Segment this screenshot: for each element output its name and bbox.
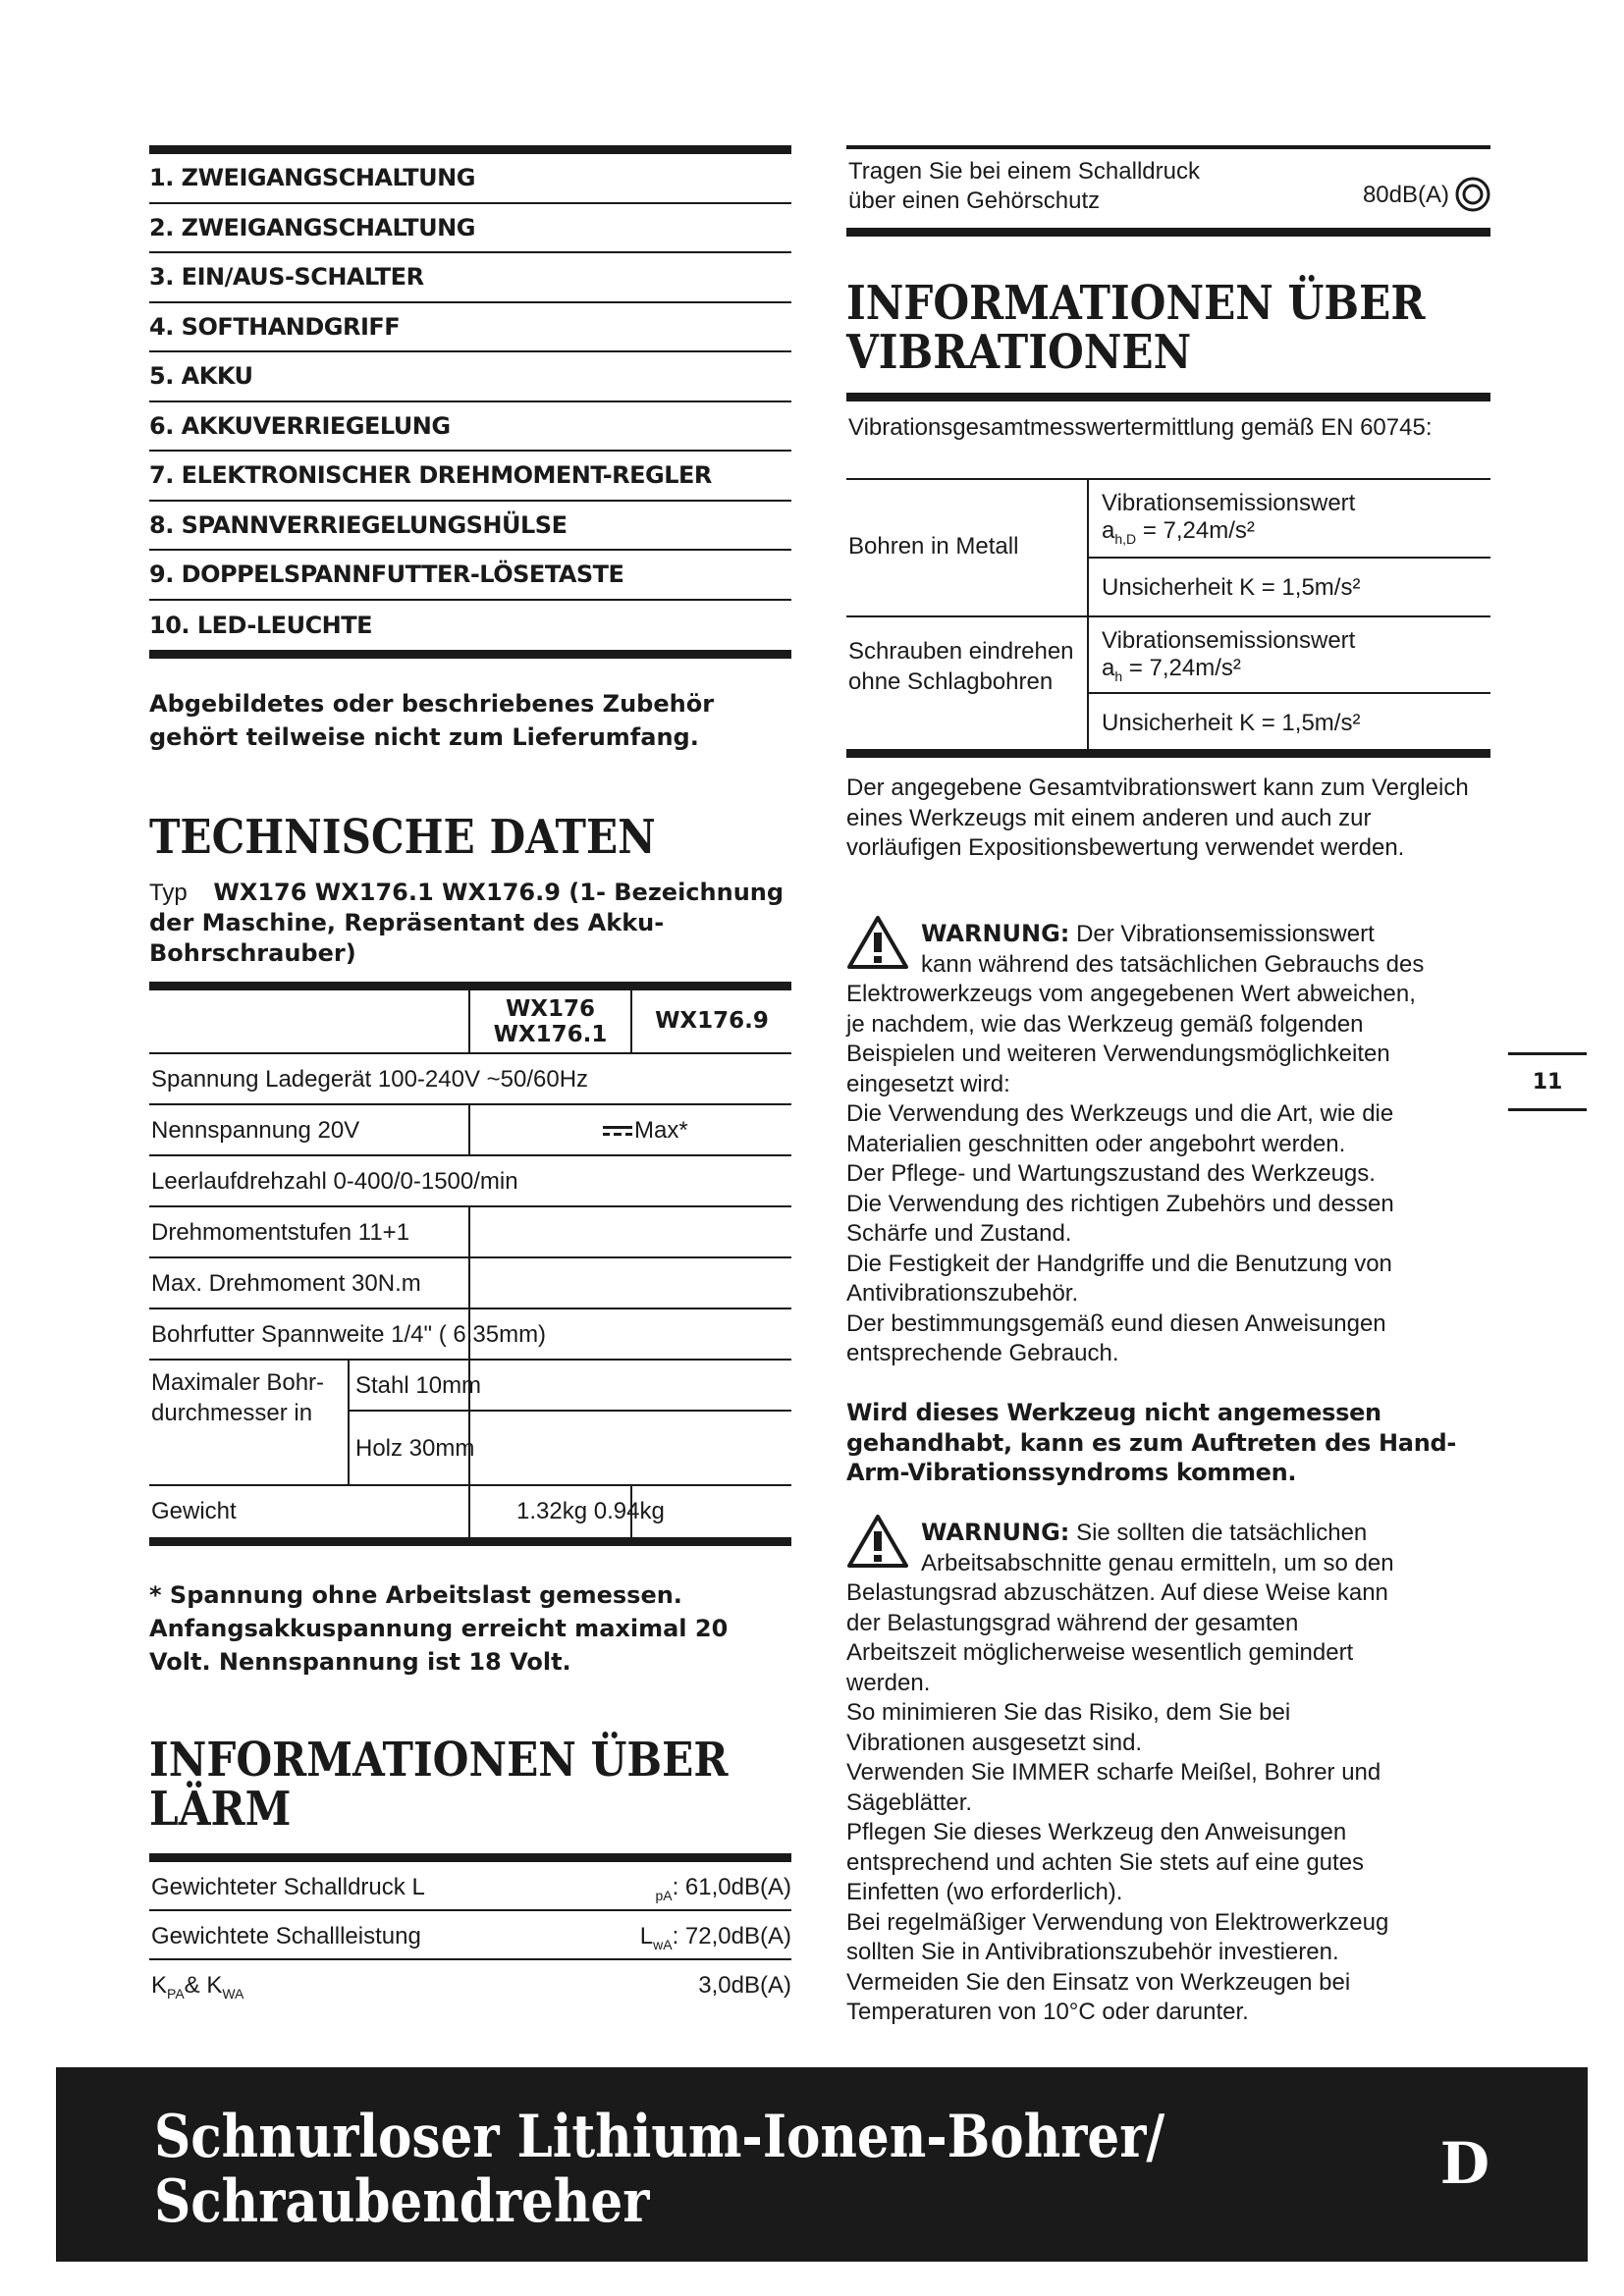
warning-2-line: Belastungsrad abzuschätzen. Auf diese Weise kann [846, 1579, 1388, 1606]
model-col-2: WX176.9 [655, 1008, 769, 1034]
part-item: 9. DOPPELSPANNFUTTER-LÖSETASTE [149, 551, 791, 601]
wood-spec: Holz 30mm [355, 1435, 475, 1462]
screw-sub: h [1114, 667, 1123, 684]
warning-2-line: Pflegen Sie dieses Werkzeug den Anweisungen [846, 1819, 1347, 1845]
type-prefix: Typ [149, 880, 188, 906]
sound-power-value [640, 1923, 791, 1952]
warning-1-line: eingesetzt wird: [846, 1070, 1010, 1097]
warning-2-line: Sägeblätter. [846, 1789, 973, 1816]
part-item: 6. AKKUVERRIEGELUNG [149, 402, 791, 453]
tech-header-row [149, 990, 791, 1054]
part-item: 5. AKKU [149, 352, 791, 402]
torque-steps-spec: Drehmomentstufen 11+1 [151, 1219, 410, 1246]
noise-heading-line1: INFORMATIONEN ÜBER [149, 1733, 729, 1788]
ear-protection-icon [1455, 177, 1490, 220]
noise-heading-line2: LÄRM [149, 1782, 292, 1837]
screw-uncertainty: Unsicherheit K = 1,5m/s² [1102, 710, 1361, 736]
warning-2-line: Bei regelmäßiger Verwendung von Elektrowerkzeug [846, 1908, 1389, 1936]
chuck-spec: Bohrfutter Spannweite 1/4" ( 6.35mm) [151, 1321, 547, 1348]
warning-2-line: Vermeiden Sie den Einsatz von Werkzeugen bei [846, 1968, 1351, 1996]
noise-heading [149, 1733, 729, 1837]
warning-2-line: Temperaturen von 10°C oder darunter. [846, 1999, 1249, 2025]
part-item: 7. ELEKTRONISCHER DREHMOMENT-REGLER [149, 452, 791, 502]
part-item: 3. EIN/AUS-SCHALTER [149, 253, 791, 303]
ear-protection-text [848, 157, 1200, 216]
accessory-note: Abgebildetes oder beschriebenes Zubehör gehört teilweise nicht zum Lieferumfang. [149, 690, 715, 751]
warning-2-line: sollten Sie in Antivibrationszubehör investieren. [846, 1939, 1339, 1965]
warning-1-line: Die Verwendung des richtigen Zubehörs und dessen [846, 1190, 1394, 1217]
warning-1-label: WARNUNG: [921, 920, 1070, 947]
language-code: D [1439, 2130, 1489, 2197]
sound-pressure-number: : 61,0dB(A) [672, 1874, 791, 1900]
screw-number: = 7,24m/s² [1122, 655, 1241, 681]
tech-top-bar [149, 982, 791, 990]
warning-1-line: Schärfe und Zustand. [846, 1220, 1072, 1247]
warning-1-line: Die Verwendung des Werkzeugs und die Art, wie die [846, 1100, 1394, 1127]
parts-list [149, 145, 791, 659]
ear-protection-value: 80dB(A) [1362, 182, 1449, 208]
part-item: 8. SPANNVERRIEGELUNGSHÜLSE [149, 502, 791, 552]
model-col-1-line2: WX176.1 [493, 1022, 608, 1047]
warning-1-line: entsprechende Gebrauch. [846, 1340, 1119, 1366]
screw-symbol: a [1102, 655, 1115, 681]
footer-title-line2: Schraubendreher [154, 2167, 650, 2236]
voltage-footnote: * Spannung ohne Arbeitslast gemessen. Anfangsakkuspannung erreicht maximal 20 Volt. Nennspannung ist 18 Volt. [149, 1581, 729, 1676]
vibration-para: Der angegebene Gesamtvibrationswert kann zum Vergleich eines Werkzeugs mit einem anderen und auch zur vorläufigen Expositionsbewertung verwendet werden. [846, 774, 1469, 861]
metal-uncertainty: Unsicherheit K = 1,5m/s² [1102, 574, 1361, 601]
page-number: 11 [1508, 1052, 1587, 1111]
noise-row [149, 1960, 791, 2009]
tech-row [149, 1105, 791, 1156]
tech-bottom-bar [149, 1537, 791, 1546]
sound-pressure-value [655, 1874, 791, 1903]
vibration-intro: Vibrationsgesamtmesswertermittlung gemäß EN 60745: [848, 414, 1433, 441]
warning-1-line: je nachdem, wie das Werkzeug gemäß folgenden [846, 1010, 1364, 1038]
noise-table [149, 1853, 791, 2009]
noise-row [149, 1911, 791, 1960]
noise-row [149, 1862, 791, 1911]
warning-1-line: Elektrowerkzeugs vom angegebenen Wert abweichen, [846, 981, 1416, 1007]
tech-row [149, 1156, 791, 1207]
warning-2-line: Arbeitsabschnitte genau ermitteln, um so den [921, 1549, 1394, 1576]
weight-label: Gewicht [151, 1498, 237, 1524]
tech-row [149, 1309, 791, 1361]
type-text: WX176 WX176.1 WX176.9 (1- Bezeichnung der Maschine, Repräsentant des Akku-Bohrschrauber) [149, 879, 785, 967]
tech-row [149, 1258, 791, 1309]
warning-1-line: Materialien geschnitten oder angebohrt werden. [846, 1130, 1346, 1157]
warning-2-line: Arbeitszeit möglicherweise wesentlich gemindert [846, 1639, 1354, 1666]
noise-top-bar [149, 1853, 791, 1862]
k-pa-symbol: K [151, 1972, 168, 1999]
vibration-table [846, 393, 1490, 758]
metal-emission-label: Vibrationsemissionswert [1102, 490, 1356, 516]
drill-diameter-label: Maximaler Bohr-durchmesser in [151, 1369, 325, 1426]
warning-1-line: Die Festigkeit der Handgriffe und die Benutzung von [846, 1250, 1392, 1277]
warning-1-line: Der bestimmungsgemäß eund diesen Anweisungen [846, 1309, 1386, 1337]
tech-table [149, 982, 791, 1546]
metal-emission [1102, 490, 1355, 553]
metal-sub: h,D [1114, 530, 1137, 547]
steel-spec: Stahl 10mm [355, 1372, 482, 1399]
vibration-heading-line2: VIBRATIONEN [846, 325, 1192, 380]
sound-power-number: : 72,0dB(A) [672, 1923, 791, 1949]
charger-spec: Spannung Ladegerät 100-240V ~50/60Hz [151, 1066, 589, 1093]
warning-2-line: Sie sollten die tatsächlichen [1076, 1520, 1368, 1546]
vibration-heading-line1: INFORMATIONEN ÜBER [846, 276, 1426, 331]
weight-value: 1.32kg 0.94kg [516, 1498, 665, 1524]
warning-2 [846, 1518, 1494, 2028]
warning-2-line: Vibrationen ausgesetzt sind. [846, 1729, 1143, 1756]
parts-top-bar [149, 145, 791, 154]
havs-note: Wird dieses Werkzeug nicht angemessen gehandhabt, kann es zum Auftreten des Hand-Arm-Vibrationssyndroms kommen. [846, 1399, 1457, 1486]
warning-1-line: Beispielen und weiteren Verwendungsmöglichkeiten [846, 1041, 1390, 1067]
metal-symbol: a [1102, 517, 1115, 544]
dc-symbol-icon [603, 1117, 632, 1145]
k-pa-sub: PA [167, 1985, 185, 2002]
metal-row [846, 480, 1490, 617]
warning-2-line: Einfetten (wo erforderlich). [846, 1879, 1123, 1905]
tech-row [149, 1207, 791, 1258]
warning-2-line: werden. [846, 1669, 931, 1696]
warning-1 [846, 919, 1494, 1369]
model-col-1 [470, 996, 630, 1047]
tech-type [149, 878, 791, 969]
sound-power-symbol: L [639, 1923, 654, 1949]
metal-number: = 7,24m/s² [1136, 517, 1255, 544]
warning-2-line: der Belastungsgrad während der gesamten [846, 1609, 1299, 1636]
warning-1-line: Der Vibrationsemissionswert [1076, 921, 1375, 947]
warning-1-line: Antivibrationszubehör. [846, 1280, 1079, 1307]
screw-emission [1102, 627, 1355, 690]
metal-emission-value [1102, 517, 1355, 553]
warning-2-line: So minimieren Sie das Risiko, dem Sie bei [846, 1699, 1291, 1726]
vibration-heading [846, 276, 1426, 380]
ear-line-2: über einen Gehörschutz [848, 187, 1101, 214]
screw-label: Schrauben eindrehen ohne Schlagbohren [848, 638, 1074, 695]
warning-2-line: Verwenden Sie IMMER scharfe Meißel, Bohrer und [846, 1759, 1381, 1786]
voltage-max: Max* [634, 1117, 688, 1144]
screw-emission-label: Vibrationsemissionswert [1102, 627, 1356, 654]
part-item: 10. LED-LEUCHTE [149, 611, 373, 639]
ear-line-1: Tragen Sie bei einem Schalldruck [848, 158, 1200, 185]
part-item: 2. ZWEIGANGSCHALTUNG [149, 204, 791, 254]
sound-pressure-sub: pA [655, 1887, 673, 1903]
sound-power-label: Gewichtete Schallleistung [151, 1923, 421, 1949]
k-wa-sub: WA [222, 1985, 244, 2002]
model-col-1-line1: WX176 [505, 996, 596, 1022]
tech-row [149, 1054, 791, 1105]
part-item: 4. SOFTHANDGRIFF [149, 303, 791, 353]
ear-protection-box [846, 145, 1490, 237]
part-item: 1. ZWEIGANGSCHALTUNG [149, 154, 791, 204]
metal-label: Bohren in Metall [848, 533, 1019, 560]
warning-1-line: Der Pflege- und Wartungszustand des Werkzeugs. [846, 1160, 1376, 1187]
footer-title-line1: Schnurloser Lithium-Ionen-Bohrer/ [154, 2103, 1165, 2171]
sound-pressure-label: Gewichteter Schalldruck L [151, 1874, 425, 1900]
screw-emission-value [1102, 655, 1355, 690]
footer-title [154, 2105, 1164, 2234]
sound-power-sub: wA [653, 1936, 673, 1952]
tech-row [149, 1486, 791, 1537]
warning-2-label: WARNUNG: [921, 1519, 1070, 1546]
tech-heading: TECHNISCHE DATEN [149, 810, 656, 865]
uncertainty-label [151, 1972, 244, 2002]
tech-row-drill [149, 1361, 791, 1486]
warning-1-line: kann während des tatsächlichen Gebrauchs des [921, 950, 1425, 978]
footer-banner [56, 2067, 1588, 2262]
screw-row [846, 617, 1490, 749]
voltage-spec: Nennspannung 20V [151, 1117, 360, 1144]
vibration-intro-row [846, 401, 1490, 480]
warning-2-line: entsprechend und achten Sie stets auf eine gutes [846, 1848, 1365, 1876]
parts-bottom-bar [149, 650, 791, 659]
max-torque-spec: Max. Drehmoment 30N.m [151, 1270, 421, 1297]
speed-spec: Leerlaufdrehzahl 0-400/0-1500/min [151, 1168, 518, 1195]
uncertainty-value: 3,0dB(A) [698, 1972, 791, 1999]
k-wa-symbol: & K [184, 1972, 223, 1999]
